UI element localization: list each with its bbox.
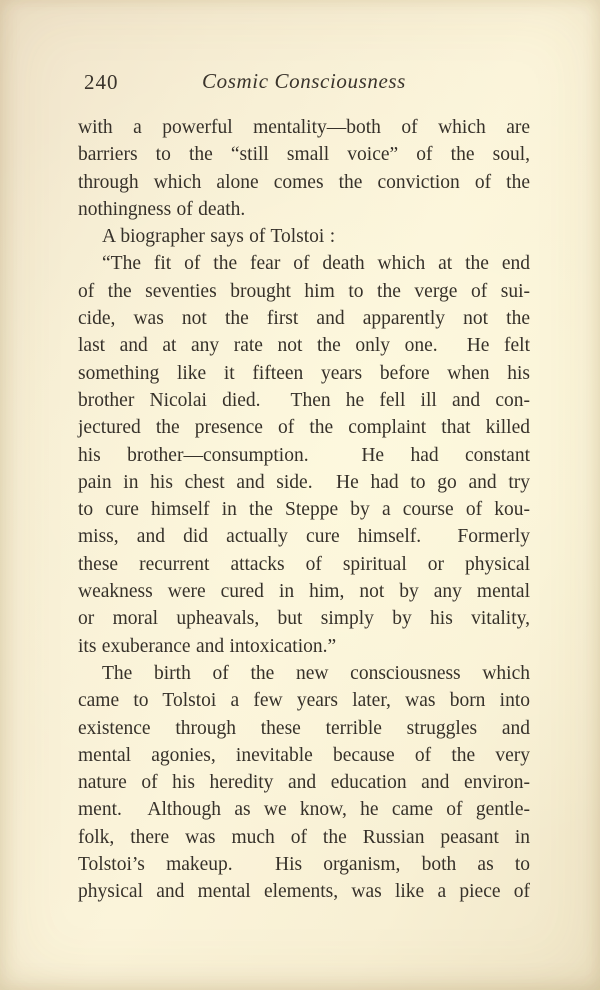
- text-line: something like it fifteen years before when his: [78, 362, 530, 384]
- text-line: brother Nicolai died. Then he fell ill and con-: [78, 389, 530, 411]
- text-line: cide, was not the first and apparently not the: [78, 308, 530, 330]
- text-line: existence through these terrible struggles and: [78, 717, 530, 739]
- text-line: with a powerful mentality—both of which are: [78, 117, 530, 138]
- text-line: Tolstoi’s makeup. His organism, both as to: [78, 854, 530, 876]
- text-line: “The fit of the fear of death which at the end: [102, 253, 530, 275]
- text-line: physical and mental elements, was like a piece of: [78, 881, 530, 903]
- text-line: folk, there was much of the Russian peasant in: [78, 826, 530, 848]
- paragraph: [78, 660, 530, 906]
- text-line: to cure himself in the Steppe by a course of kou-: [78, 499, 530, 521]
- text-line: through which alone comes the conviction of the: [78, 171, 530, 193]
- text-line: ment. Although as we know, he came of gentle-: [78, 799, 530, 821]
- running-title: Cosmic Consciousness: [202, 69, 406, 93]
- text-line: miss, and did actually cure himself. Formerly: [78, 526, 530, 548]
- text-line: or moral upheavals, but simply by his vitality,: [78, 608, 530, 630]
- text-line: pain in his chest and side. He had to go and try: [78, 471, 530, 493]
- text-line: The birth of the new consciousness which: [102, 662, 530, 684]
- page-body: [78, 114, 530, 906]
- page-number: 240: [84, 70, 119, 94]
- text-line: barriers to the “still small voice” of the soul,: [78, 144, 530, 166]
- text-line: of the seventies brought him to the verge of sui-: [78, 280, 530, 302]
- text-line: weakness were cured in him, not by any mental: [78, 581, 530, 603]
- text-line: these recurrent attacks of spiritual or physical: [78, 553, 530, 575]
- text-line: his brother—consumption. He had constant: [78, 444, 530, 466]
- paragraph: [78, 250, 530, 659]
- paragraph: [78, 223, 530, 250]
- text-line: came to Tolstoi a few years later, was born into: [78, 690, 530, 712]
- text-line: A biographer says of Tolstoi :: [102, 226, 336, 248]
- text-line: jectured the presence of the complaint that killed: [78, 417, 530, 439]
- text-line: last and at any rate not the only one. He felt: [78, 335, 530, 357]
- text-line: nothingness of death.: [78, 198, 246, 220]
- paragraph: [78, 114, 530, 223]
- text-line: mental agonies, inevitable because of the very: [78, 744, 530, 766]
- text-line: its exuberance and intoxication.”: [78, 635, 337, 657]
- text-line: nature of his heredity and education and environ-: [78, 772, 530, 794]
- running-header: [78, 66, 530, 114]
- text-column: [78, 66, 530, 906]
